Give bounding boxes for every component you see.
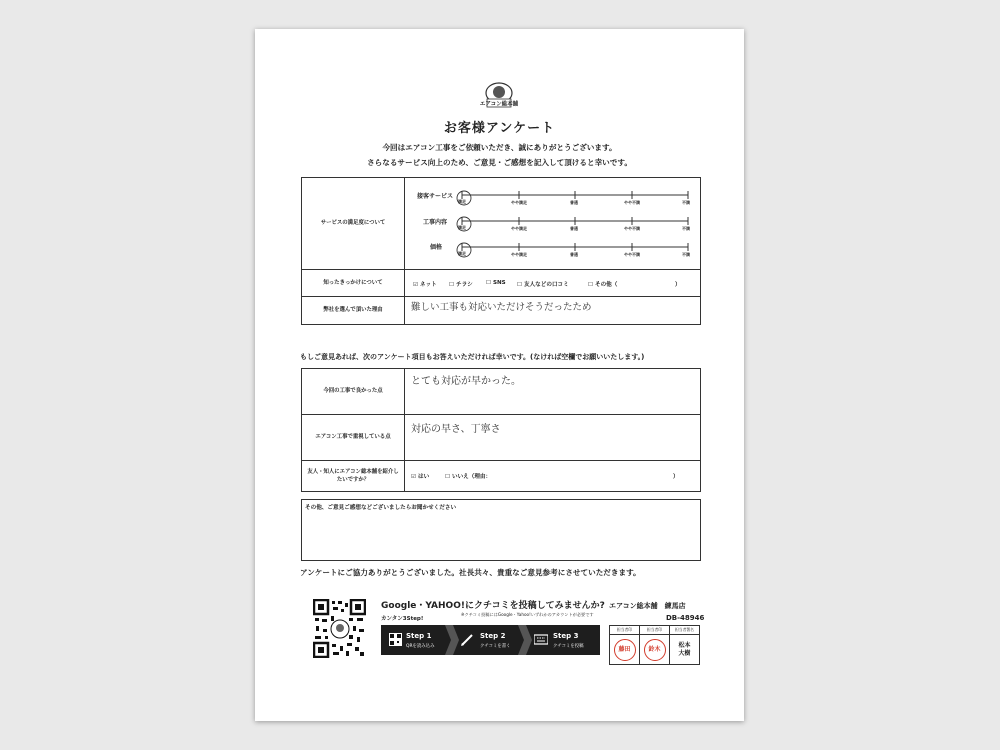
important-label: エアコン工事で重視している点 [302, 415, 405, 461]
stamp-header: 担当者署名 [670, 626, 700, 635]
good-point-label: 今回の工事で良かった点 [302, 369, 405, 415]
scale-label: 満足 [458, 251, 466, 256]
important-answer: 対応の早さ、丁寧さ [411, 424, 501, 435]
reason-label: 弊社を選んで頂いた理由 [302, 297, 405, 325]
step-3 [528, 625, 600, 655]
qr-code-icon[interactable] [313, 599, 366, 658]
reason-cell[interactable] [405, 297, 701, 325]
scale-label: 満足 [458, 225, 466, 230]
survey-table-2 [301, 368, 701, 492]
qr-small-icon [389, 633, 402, 646]
checkbox-flyer[interactable]: ☐ チラシ [449, 282, 473, 288]
option-flyer-label: チラシ [455, 282, 473, 288]
optional-note: もしご意見あれば、次のアンケート項目もお答えいただければ幸いです。(なければ空欄でお願いいたします。) [300, 353, 645, 361]
option-sns-label: SNS [492, 280, 506, 286]
yes-label: はい [417, 474, 430, 480]
promo-easy: カンタン3Step! [381, 616, 424, 622]
satisfaction-label: サービスの満足度について [302, 178, 405, 270]
stamp-header: 担当者印 [610, 626, 640, 635]
option-other-label: その他（ [594, 282, 618, 288]
scale-label: やや不満 [624, 226, 640, 231]
signature-cell [670, 635, 700, 665]
stamp-cell-2 [640, 635, 670, 665]
step-1-title: Step 1 [406, 632, 432, 640]
checkbox-word-of-mouth[interactable]: ☐ 友人などの口コミ [517, 282, 569, 288]
promo-brand-tail: にクチコミを投稿してみませんか? [464, 601, 605, 611]
reason-answer: 難しい工事も対応いただけそうだったため [411, 302, 592, 313]
scale-label: 満足 [458, 199, 466, 204]
intro-line-1: 今回はエアコン工事をご依頼いただき、誠にありがとうございます。 [382, 143, 617, 152]
satisfaction-item-service: 接客サービス [417, 193, 454, 200]
scale-label: やや不満 [624, 252, 640, 257]
mascot-logo-icon [477, 81, 521, 113]
checkbox-no[interactable]: ☐ いいえ（理由： [445, 474, 492, 480]
pencil-icon [460, 633, 474, 647]
signature-line-2: 大樹 [678, 649, 691, 657]
other-comments-box[interactable] [301, 499, 701, 561]
good-point-answer: とても対応が早かった。 [411, 376, 521, 387]
referral-cell [405, 461, 701, 492]
keyboard-icon [534, 634, 548, 646]
no-label: いいえ（理由： [451, 474, 492, 480]
step-3-desc: クチコミを投稿 [553, 644, 584, 649]
scale-label: やや満足 [511, 200, 527, 205]
page-title: お客様アンケート [443, 121, 556, 136]
source-label: 知ったきっかけについて [302, 270, 405, 297]
satisfaction-scales [405, 178, 700, 269]
intro-line-2: さらなるサービス向上のため、ご意見・ご感想を記入して頂けると幸いです。 [367, 158, 632, 167]
scale-label: 不満 [682, 200, 690, 205]
checkbox-other[interactable]: ☐ その他（ [588, 282, 618, 288]
satisfaction-item-work: 工事内容 [423, 219, 448, 226]
store-license: DB-48946 [666, 614, 705, 622]
step-2 [455, 625, 527, 655]
thanks-message: アンケートにご協力ありがとうございました。社長共々、貴重なご意見参考にさせていただきます。 [300, 568, 641, 577]
step-1-desc: QRを読み込み [406, 644, 435, 649]
hanko-stamp-1: 藤田 [614, 639, 636, 661]
promo-note: ※クチコミ投稿にはGoogle・Yahoo!いずれかのアカウントが必要です [461, 612, 594, 617]
option-other-close: ） [675, 282, 681, 288]
step-2-desc: クチコミを書く [480, 644, 511, 649]
satisfaction-item-price: 価格 [430, 244, 443, 251]
referral-label: 友人・知人にエアコン総本舗を紹介したいですか？ [302, 461, 405, 492]
promo-brand: Google・YAHOO! [381, 601, 465, 611]
referral-close: ） [673, 474, 679, 480]
step-1 [381, 625, 453, 655]
other-comments-label: その他、ご意見ご感想などございましたらお聞かせください [305, 505, 457, 511]
store-name: エアコン総本舗 練馬店 [609, 602, 686, 610]
step-3-title: Step 3 [553, 632, 579, 640]
option-net-label: ネット [419, 282, 437, 288]
good-point-cell[interactable] [405, 369, 701, 415]
promo-steps [381, 625, 600, 655]
stamp-table [609, 625, 700, 665]
hanko-stamp-2: 鈴木 [644, 639, 666, 661]
survey-sheet [255, 29, 744, 721]
source-cell [405, 270, 701, 297]
signature-line-1: 松本 [678, 641, 691, 649]
checkbox-sns[interactable]: ☐ SNS [486, 280, 506, 286]
scale-label: やや満足 [511, 252, 527, 257]
stamp-cell-1 [610, 635, 640, 665]
stamp-header: 担当者印 [640, 626, 670, 635]
satisfaction-cell [405, 178, 701, 270]
scale-label: 普通 [570, 252, 578, 257]
scale-label: 普通 [570, 226, 578, 231]
checkbox-net[interactable]: ☑ ネット [413, 282, 437, 288]
scale-label: 普通 [570, 200, 578, 205]
logo-text: エアコン総本舗 [479, 101, 519, 108]
scale-label: 不満 [682, 252, 690, 257]
option-wom-label: 友人などの口コミ [523, 282, 569, 288]
step-2-title: Step 2 [480, 632, 506, 640]
survey-table-1 [301, 177, 701, 325]
scale-label: やや不満 [624, 200, 640, 205]
scale-label: やや満足 [511, 226, 527, 231]
checkbox-yes[interactable]: ☑ はい [411, 474, 430, 480]
scale-label: 不満 [682, 226, 690, 231]
important-cell[interactable] [405, 415, 701, 461]
